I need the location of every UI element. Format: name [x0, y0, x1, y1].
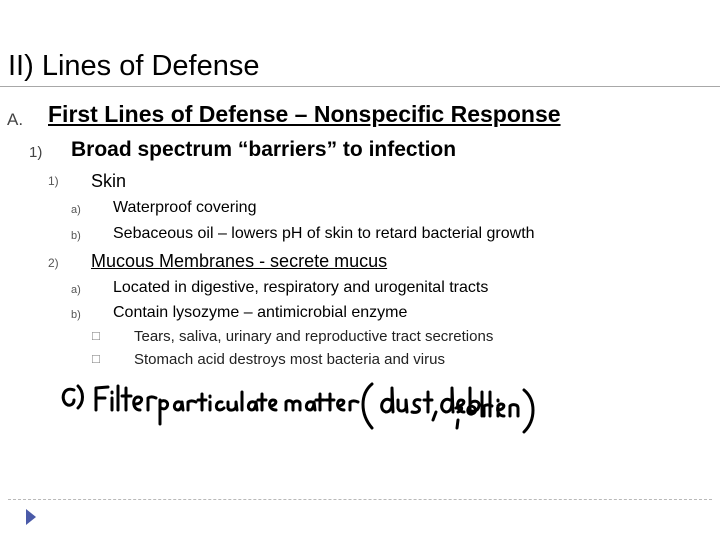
item-skin: Skin: [91, 171, 127, 191]
subitem-located: Located in digestive, respiratory and urogenital tracts: [113, 279, 489, 296]
subitem-marker: b): [71, 309, 81, 321]
bullet-stomach-acid: Stomach acid destroys most bacteria and virus: [134, 351, 445, 368]
slide-title: II) Lines of Defense: [8, 50, 260, 82]
subitem-sebaceous: Sebaceous oil – lowers pH of skin to retard bacterial growth: [113, 225, 535, 242]
checkbox-bullet-icon: □: [92, 351, 100, 366]
item-marker: 1): [48, 174, 59, 188]
nav-arrow-icon[interactable]: [24, 507, 38, 527]
handwritten-note-continued: [452, 384, 652, 454]
subsection-heading: Broad spectrum “barriers” to infection: [71, 138, 457, 161]
bullet-tears: Tears, saliva, urinary and reproductive tract secretions: [134, 328, 494, 345]
checkbox-bullet-icon: □: [92, 328, 100, 343]
footer-divider: [8, 499, 712, 500]
handwritten-note: [52, 380, 512, 450]
subitem-marker: b): [71, 230, 81, 242]
subsection-marker: 1): [29, 144, 43, 161]
title-divider: [0, 86, 720, 87]
subitem-waterproof: Waterproof covering: [113, 199, 257, 216]
section-heading: First Lines of Defense – Nonspecific Response: [48, 101, 561, 127]
subitem-marker: a): [71, 284, 81, 296]
subitem-marker: a): [71, 204, 81, 216]
item-marker: 2): [48, 256, 59, 270]
section-marker: A.: [7, 110, 24, 129]
item-mucous-membranes: Mucous Membranes - secrete mucus: [91, 251, 388, 271]
subitem-lysozyme: Contain lysozyme – antimicrobial enzyme: [113, 304, 408, 321]
